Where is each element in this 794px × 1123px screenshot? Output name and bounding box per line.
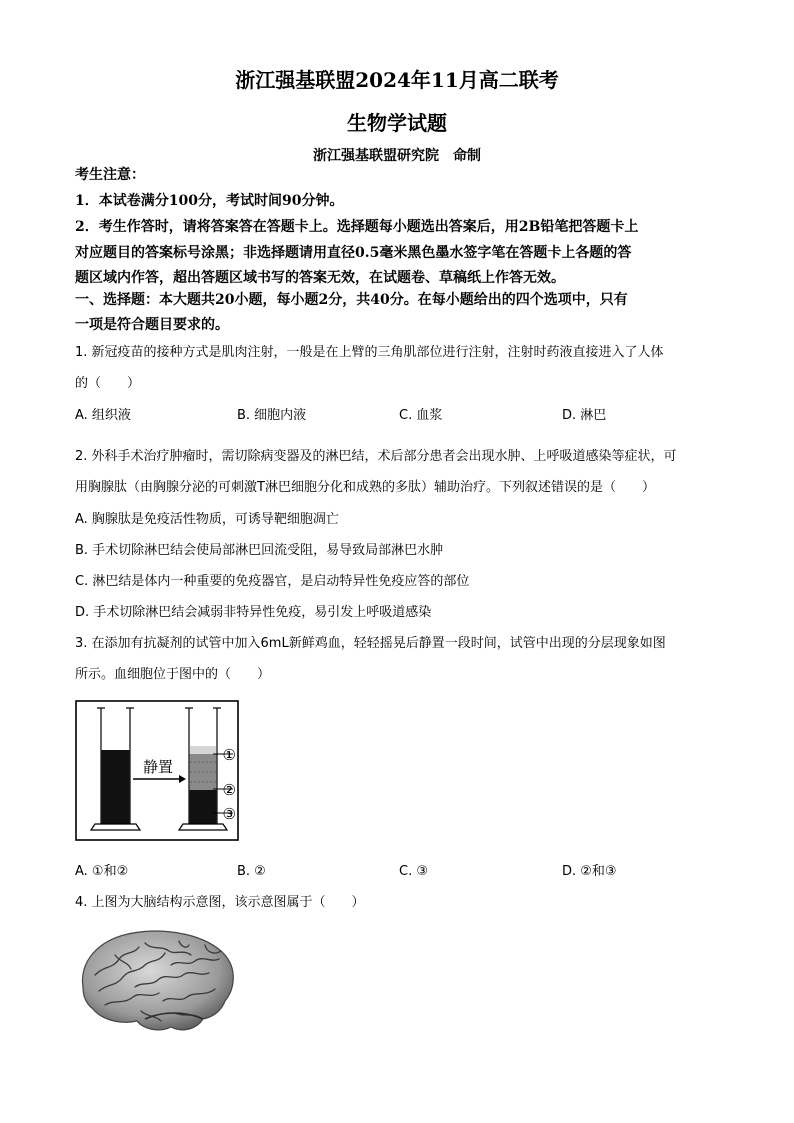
- notice-item-1: 1．本试卷满分100分，考试时间90分钟。: [75, 193, 344, 209]
- test-tube-figure: [75, 700, 240, 842]
- layer-1-plasma: [190, 746, 217, 754]
- label-1: ①: [222, 746, 236, 764]
- q3-option-a: A. ①和②: [75, 864, 129, 879]
- left-tube-blood: [102, 750, 130, 824]
- q3-option-c: C. ③: [399, 864, 428, 879]
- q1-option-c: C. 血浆: [399, 408, 443, 423]
- q1-option-a: A. 组织液: [75, 408, 131, 423]
- q2-option-b: B. 手术切除淋巴结会使局部淋巴回流受阻，易导致局部淋巴水肿: [75, 543, 444, 558]
- notice-item-2-line-3: 题区域内作答，超出答题区域书写的答案无效，在试题卷、草稿纸上作答无效。: [75, 270, 565, 286]
- notice-item-2-line-2: 对应题目的答案标号涂黑；非选择题请用直径0.5毫米黑色墨水签字笔在答题卡上各题的答: [75, 245, 632, 261]
- left-tube-base: [91, 824, 140, 830]
- q3-option-b: B. ②: [237, 864, 266, 879]
- q1-option-d: D. 淋巴: [562, 408, 607, 423]
- layer-3-blood-cells: [190, 790, 217, 824]
- section-heading-line-2: 一项是符合题目要求的。: [75, 317, 229, 333]
- q3-stem-line-2: 所示。血细胞位于图中的（ ）: [75, 667, 271, 682]
- q2-stem-line-1: 2. 外科手术治疗肿瘤时，需切除病变器及的淋巴结，术后部分患者会出现水肿、上呼吸道感染等症状，可: [75, 449, 677, 464]
- notice-heading: 考生注意：: [75, 167, 145, 183]
- arrow-label: 静置: [142, 758, 174, 776]
- label-3: ③: [222, 805, 236, 823]
- exam-title: 浙江强基联盟2024年11月高二联考: [235, 68, 559, 92]
- notice-item-2-line-1: 2．考生作答时，请将答案答在答题卡上。选择题每小题选出答案后，用2B铅笔把答题卡上: [75, 219, 639, 235]
- label-2: ②: [222, 781, 236, 799]
- q1-option-b: B. 细胞内液: [237, 408, 307, 423]
- q1-stem-line-2: 的（ ）: [75, 376, 141, 391]
- q2-option-c: C. 淋巴结是体内一种重要的免疫器官，是启动特异性免疫应答的部位: [75, 574, 470, 589]
- q3-options: [75, 862, 725, 882]
- brain-figure: [75, 925, 240, 1035]
- section-heading-line-1: 一、选择题：本大题共20小题，每小题2分，共40分。在每小题给出的四个选项中，只有: [75, 292, 628, 308]
- q2-option-a: A. 胸腺肽是免疫活性物质，可诱导靶细胞凋亡: [75, 512, 339, 527]
- q1-stem-line-1: 1. 新冠疫苗的接种方式是肌肉注射，一般是在上臂的三角肌部位进行注射，注射时药液直接进入了人体: [75, 345, 664, 360]
- q3-option-d: D. ②和③: [562, 864, 617, 879]
- author-line: 浙江强基联盟研究院 命制: [313, 148, 481, 164]
- q3-stem-line-1: 3. 在添加有抗凝剂的试管中加入6mL新鲜鸡血，轻轻摇晃后静置一段时间，试管中出现的分层现象如图: [75, 636, 666, 651]
- right-tube-base: [179, 824, 227, 830]
- subject-title: 生物学试题: [347, 111, 447, 135]
- q2-option-d: D. 手术切除淋巴结会减弱非特异性免疫，易引发上呼吸道感染: [75, 605, 432, 620]
- q1-options: [75, 406, 725, 426]
- q2-stem-line-2: 用胸腺肽（由胸腺分泌的可刺激T淋巴细胞分化和成熟的多肽）辅助治疗。下列叙述错误的是（ ）: [75, 480, 655, 495]
- q4-stem-line-1: 4. 上图为大脑结构示意图，该示意图属于（ ）: [75, 895, 365, 910]
